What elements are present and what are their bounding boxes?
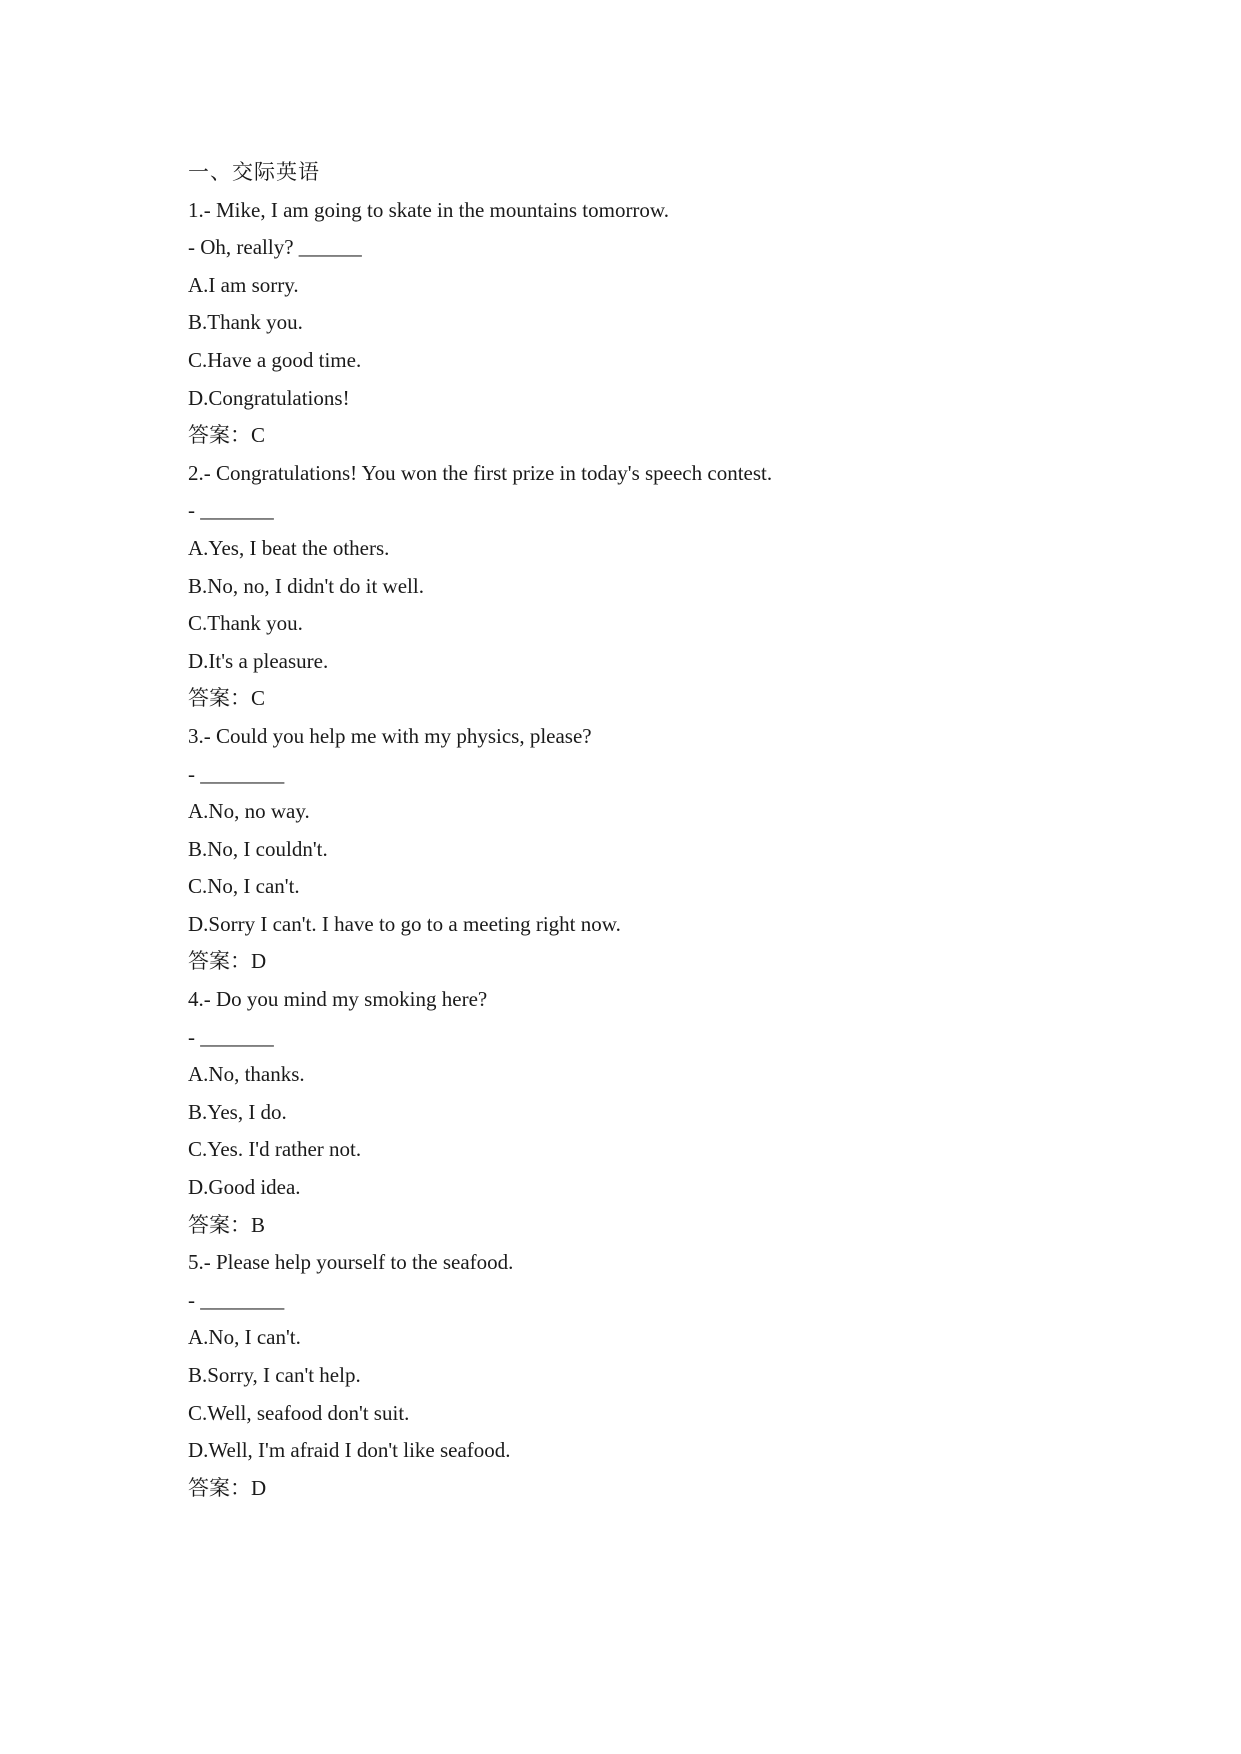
option-d: D.Good idea. bbox=[188, 1175, 301, 1200]
option-b: B.Sorry, I can't help. bbox=[188, 1363, 361, 1387]
answer: 答案：C bbox=[188, 686, 266, 711]
question-block bbox=[188, 1244, 1088, 1507]
answer: 答案：C bbox=[188, 423, 266, 448]
option-c: C.No, I can't. bbox=[188, 874, 300, 899]
answer: 答案：B bbox=[188, 1212, 266, 1237]
question-prompt: 5.- Please help yourself to the seafood. bbox=[188, 1250, 514, 1275]
option-b: B.Yes, I do. bbox=[188, 1099, 287, 1124]
question-block bbox=[188, 718, 1088, 981]
question-reply: - _______ bbox=[188, 498, 274, 523]
option-d: D.Congratulations! bbox=[188, 385, 350, 410]
document-page bbox=[188, 154, 1088, 1507]
section-title: 一、交际英语 bbox=[188, 160, 320, 184]
question-reply: - Oh, really? ______ bbox=[188, 235, 362, 260]
question-reply: - _______ bbox=[188, 1024, 274, 1049]
question-block bbox=[188, 192, 1088, 455]
option-b: B.Thank you. bbox=[188, 310, 303, 335]
question-reply: - ________ bbox=[188, 1287, 285, 1312]
question-prompt: 4.- Do you mind my smoking here? bbox=[188, 987, 488, 1012]
answer: 答案：D bbox=[188, 1475, 267, 1500]
option-a: A.I am sorry. bbox=[188, 272, 299, 297]
option-b: B.No, I couldn't. bbox=[188, 836, 328, 861]
option-c: C.Well, seafood don't suit. bbox=[188, 1400, 410, 1425]
option-d: D.It's a pleasure. bbox=[188, 648, 329, 673]
option-a: A.No, no way. bbox=[188, 799, 310, 824]
option-c: C.Thank you. bbox=[188, 611, 303, 636]
question-prompt: 2.- Congratulations! You won the first prize in today's speech contest. bbox=[188, 460, 773, 485]
option-c: C.Yes. I'd rather not. bbox=[188, 1137, 362, 1162]
option-c: C.Have a good time. bbox=[188, 347, 362, 372]
option-b: B.No, no, I didn't do it well. bbox=[188, 573, 424, 598]
option-a: A.No, I can't. bbox=[188, 1325, 301, 1350]
option-d: D.Sorry I can't. I have to go to a meeting right now. bbox=[188, 911, 621, 936]
answer: 答案：D bbox=[188, 949, 267, 974]
question-block bbox=[188, 455, 1088, 718]
question-block bbox=[188, 981, 1088, 1244]
question-reply: - ________ bbox=[188, 761, 285, 786]
question-prompt: 3.- Could you help me with my physics, please? bbox=[188, 723, 592, 748]
question-prompt: 1.- Mike, I am going to skate in the mountains tomorrow. bbox=[188, 197, 669, 222]
option-a: A.No, thanks. bbox=[188, 1062, 305, 1087]
option-a: A.Yes, I beat the others. bbox=[188, 535, 390, 560]
option-d: D.Well, I'm afraid I don't like seafood. bbox=[188, 1438, 511, 1463]
